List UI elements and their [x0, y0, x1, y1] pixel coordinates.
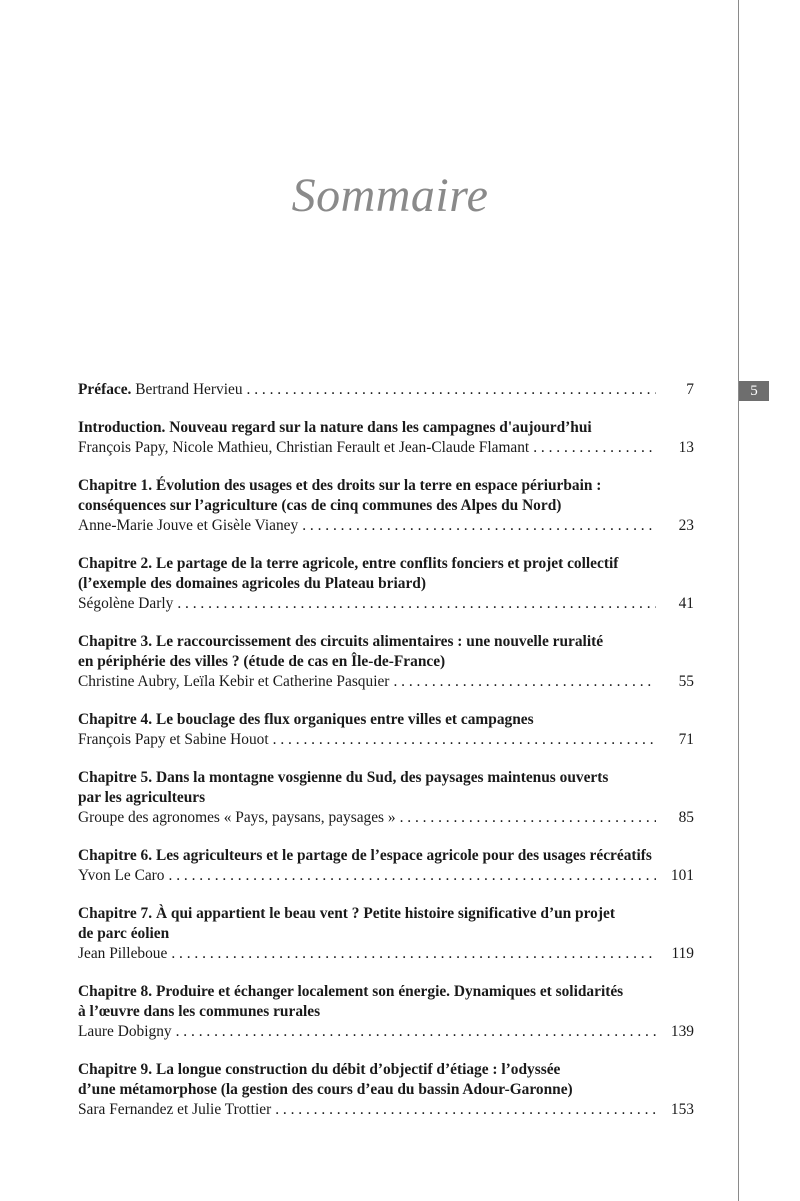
leader-dots: [171, 944, 656, 964]
toc-entry-author: Groupe des agronomes « Pays, paysans, paysages »: [78, 809, 396, 826]
toc-entry-heading-text: Le bouclage des flux organiques entre villes et campagnes: [152, 711, 534, 728]
toc-entry-author: François Papy et Sabine Houot: [78, 731, 269, 748]
leader-dots: [247, 380, 656, 400]
toc-entry-heading-text: Évolution des usages et des droits sur la terre en espace périurbain :: [152, 477, 602, 494]
toc-entry-heading: [78, 982, 694, 1002]
toc-entry[interactable]: [78, 846, 694, 886]
toc-entry-author: Anne-Marie Jouve et Gisèle Vianey: [78, 517, 299, 534]
toc-page-number: 85: [678, 809, 694, 826]
toc-entry-heading: [78, 846, 694, 866]
toc-entry-heading: [78, 554, 694, 574]
toc-entry-author: Bertrand Hervieu: [131, 381, 243, 398]
toc-entry[interactable]: [78, 904, 694, 964]
toc-entry-row: [78, 866, 694, 886]
toc-entry-heading-continued: à l’œuvre dans les communes rurales: [78, 1003, 321, 1020]
toc-page-number: 23: [678, 517, 694, 534]
toc-page-number: 119: [671, 945, 694, 962]
toc-entry-heading: [78, 768, 694, 788]
leader-dots: [275, 1100, 656, 1120]
toc-entry-row: [78, 1100, 694, 1120]
toc-entry-label: Chapitre 7.: [78, 905, 153, 922]
toc-entry-label: Chapitre 3.: [78, 633, 153, 650]
toc-entry-heading: [78, 418, 694, 438]
toc-entry-heading-text: Les agriculteurs et le partage de l’espace agricole pour des usages récréatifs: [152, 847, 652, 864]
leader-dots: [533, 438, 656, 458]
toc-entry-author: Christine Aubry, Leïla Kebir et Catherine Pasquier: [78, 673, 390, 690]
toc-entry-heading-text: Produire et échanger localement son énergie. Dynamiques et solidarités: [152, 983, 624, 1000]
toc-entry-heading: [78, 632, 694, 652]
toc-page-number: 139: [670, 1023, 694, 1040]
toc-entry[interactable]: [78, 768, 694, 828]
toc-page-number: 41: [678, 595, 694, 612]
toc-entry-heading-continued: conséquences sur l’agriculture (cas de cinq communes des Alpes du Nord): [78, 497, 562, 514]
toc-entry-heading-continued: en périphérie des villes ? (étude de cas en Île-de-France): [78, 653, 446, 670]
toc-entry[interactable]: [78, 380, 694, 400]
toc-entry-row: [78, 594, 694, 614]
toc-entry-label: Chapitre 4.: [78, 711, 153, 728]
toc-entry-heading: [78, 904, 694, 924]
toc-entry-author: Ségolène Darly: [78, 595, 174, 612]
toc-page-number: 153: [670, 1101, 694, 1118]
toc-entry-author: Jean Pilleboue: [78, 945, 168, 962]
toc-entry-label: Chapitre 5.: [78, 769, 153, 786]
toc-entry-heading-text: Le partage de la terre agricole, entre conflits fonciers et projet collectif: [152, 555, 619, 572]
toc-page-number: 7: [686, 381, 694, 398]
toc-page-number: 101: [670, 867, 694, 884]
toc-entry-author: Sara Fernandez et Julie Trottier: [78, 1101, 272, 1118]
toc-entry-text: [78, 380, 243, 400]
toc-page-number: 13: [678, 439, 694, 456]
toc-entry-author: Yvon Le Caro: [78, 867, 165, 884]
toc-entry-author: Laure Dobigny: [78, 1023, 172, 1040]
toc-entry-row: [78, 1022, 694, 1042]
toc-entry-row: [78, 380, 694, 400]
toc-entry-label: Chapitre 6.: [78, 847, 153, 864]
page-number-tab: 5: [739, 381, 769, 401]
toc-entry-heading-text: À qui appartient le beau vent ? Petite histoire significative d’un projet: [152, 905, 615, 922]
toc-entry-label: Introduction. Nouveau regard sur la nature dans les campagnes d'aujourd’hui: [78, 419, 592, 436]
toc-entry-heading: [78, 476, 694, 496]
toc-entry-label: Chapitre 1.: [78, 477, 153, 494]
toc-page-number: 71: [678, 731, 694, 748]
toc-entry-heading-text: La longue construction du débit d’objectif d’étiage : l’odyssée: [152, 1061, 561, 1078]
toc-entry-label: Chapitre 2.: [78, 555, 153, 572]
toc-entry-heading: [78, 710, 694, 730]
toc-entry[interactable]: [78, 982, 694, 1042]
toc-entry[interactable]: [78, 1060, 694, 1120]
page-title: Sommaire: [291, 169, 489, 222]
toc-entry-author: François Papy, Nicole Mathieu, Christian Ferault et Jean-Claude Flamant: [78, 439, 530, 456]
toc-page-number: 55: [678, 673, 694, 690]
leader-dots: [302, 516, 656, 536]
toc-entry-row: [78, 672, 694, 692]
leader-dots: [169, 866, 656, 886]
toc-entry-row: [78, 730, 694, 750]
leader-dots: [400, 808, 656, 828]
toc-entry[interactable]: [78, 476, 694, 536]
toc-entry-row: [78, 808, 694, 828]
toc-entry-heading-continued: par les agriculteurs: [78, 789, 206, 806]
toc-entry-heading-text: Dans la montagne vosgienne du Sud, des paysages maintenus ouverts: [152, 769, 609, 786]
toc-entry-row: [78, 944, 694, 964]
toc-entry-heading: [78, 1060, 694, 1080]
leader-dots: [393, 672, 656, 692]
toc-entry-heading-text: Le raccourcissement des circuits alimentaires : une nouvelle ruralité: [152, 633, 604, 650]
toc-entry-heading-continued: (l’exemple des domaines agricoles du Plateau briard): [78, 575, 426, 592]
toc-entry-heading-continued: d’une métamorphose (la gestion des cours d’eau du bassin Adour-Garonne): [78, 1081, 573, 1098]
toc-entry-label: Chapitre 8.: [78, 983, 153, 1000]
table-of-contents: [78, 380, 694, 1120]
toc-entry-label: Chapitre 9.: [78, 1061, 153, 1078]
toc-entry[interactable]: [78, 632, 694, 692]
toc-entry[interactable]: [78, 418, 694, 458]
leader-dots: [273, 730, 656, 750]
toc-entry-heading-continued: de parc éolien: [78, 925, 170, 942]
toc-entry-label: Préface.: [78, 381, 132, 398]
toc-entry[interactable]: [78, 554, 694, 614]
toc-entry-row: [78, 438, 694, 458]
toc-entry-row: [78, 516, 694, 536]
toc-entry[interactable]: [78, 710, 694, 750]
leader-dots: [177, 594, 656, 614]
leader-dots: [176, 1022, 656, 1042]
